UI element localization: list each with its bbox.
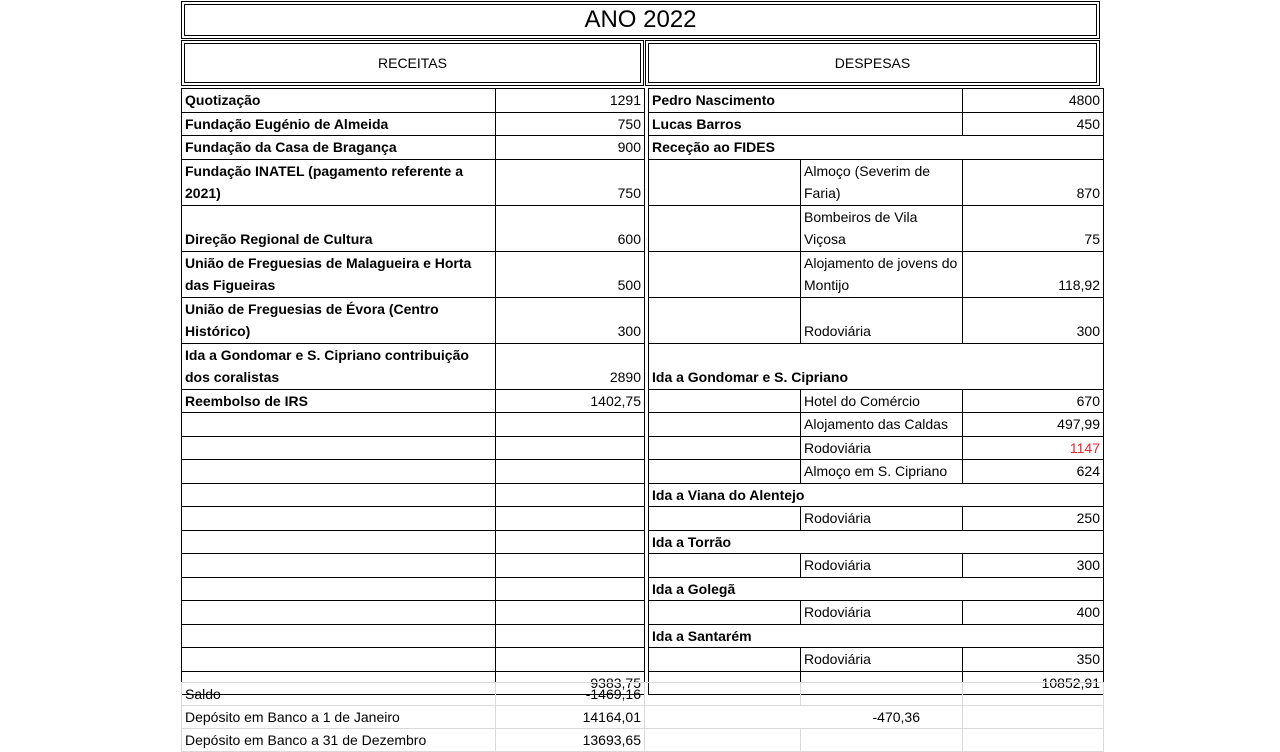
despesa-item-label: Rodoviária [801, 297, 963, 343]
table-row [182, 159, 1104, 205]
despesa-label: Pedro Nascimento [649, 89, 963, 113]
despesa-item-value: 118,92 [963, 251, 1104, 297]
summary-row [182, 706, 1104, 729]
table-row [182, 343, 1104, 389]
despesa-item-value: 350 [963, 648, 1104, 672]
despesa-item-value: 624 [963, 460, 1104, 484]
table-row [182, 112, 1104, 136]
despesa-item-label: Rodoviária [801, 507, 963, 531]
despesa-item-label: Almoço (Severim de Faria) [801, 159, 963, 205]
despesa-item-value: 250 [963, 507, 1104, 531]
deposito-jan-value: 14164,01 [496, 706, 645, 729]
title-box [181, 1, 1100, 39]
table-row [182, 577, 1104, 601]
table-row [182, 136, 1104, 160]
despesa-item-label: Alojamento de jovens do Montijo [801, 251, 963, 297]
deposito-dez-label: Depósito em Banco a 31 de Dezembro [182, 729, 496, 752]
receita-label: Fundação da Casa de Bragança [182, 136, 496, 160]
summary-row [182, 683, 1104, 706]
receita-label: Fundação Eugénio de Almeida [182, 112, 496, 136]
despesa-item-label: Rodoviária [801, 648, 963, 672]
receita-value: 1291 [496, 89, 645, 113]
receita-value: 300 [496, 297, 645, 343]
page-title: ANO 2022 [584, 6, 697, 33]
despesa-item-value: 75 [963, 205, 1104, 251]
table-row [182, 89, 1104, 113]
despesa-item-label: Rodoviária [801, 554, 963, 578]
table-row [182, 530, 1104, 554]
summary-table [181, 682, 1104, 752]
saldo-value: -1469,16 [496, 683, 645, 706]
table-row [182, 648, 1104, 672]
receita-value: 900 [496, 136, 645, 160]
table-row [182, 436, 1104, 460]
receita-label: Fundação INATEL (pagamento referente a 2021) [182, 159, 496, 205]
despesa-group-label: Ida a Gondomar e S. Cipriano [649, 343, 1104, 389]
ledger-table [181, 88, 1104, 695]
receita-value: 750 [496, 159, 645, 205]
table-row [182, 601, 1104, 625]
table-row [182, 297, 1104, 343]
receita-label: União de Freguesias de Malagueira e Horta das Figueiras [182, 251, 496, 297]
despesa-group-label: Ida a Torrão [649, 530, 1104, 554]
table-row [182, 460, 1104, 484]
despesa-item-value: 300 [963, 554, 1104, 578]
table-row [182, 483, 1104, 507]
table-row [182, 554, 1104, 578]
despesa-item-label: Hotel do Comércio [801, 389, 963, 413]
table-row [182, 624, 1104, 648]
receita-label: Ida a Gondomar e S. Cipriano contribuição dos coralistas [182, 343, 496, 389]
deposito-dez-value: 13693,65 [496, 729, 645, 752]
table-row [182, 413, 1104, 437]
despesa-item-value: 497,99 [963, 413, 1104, 437]
despesas-total: 10852,91 [963, 671, 1104, 695]
despesa-group-label: Receção ao FIDES [649, 136, 1104, 160]
despesa-item-label: Almoço em S. Cipriano [801, 460, 963, 484]
receita-value: 500 [496, 251, 645, 297]
table-row [182, 389, 1104, 413]
table-row [182, 251, 1104, 297]
despesa-item-value: 300 [963, 297, 1104, 343]
despesa-item-label: Bombeiros de Vila Viçosa [801, 205, 963, 251]
receita-label: Quotização [182, 89, 496, 113]
despesa-item-value: 670 [963, 389, 1104, 413]
deposito-jan-extra: -470,36 [645, 706, 963, 729]
receitas-header [181, 40, 644, 86]
table-row [182, 205, 1104, 251]
despesas-header-label: DESPESAS [834, 55, 911, 71]
despesa-group-label: Ida a Golegã [649, 577, 1104, 601]
despesa-value: 4800 [963, 89, 1104, 113]
receita-label: Direção Regional de Cultura [182, 205, 496, 251]
despesa-item-label: Rodoviária [801, 436, 963, 460]
receita-value: 750 [496, 112, 645, 136]
receitas-total: 9383,75 [496, 671, 645, 695]
despesa-item-label: Alojamento das Caldas [801, 413, 963, 437]
despesa-item-label: Rodoviária [801, 601, 963, 625]
despesas-header [645, 40, 1100, 86]
receita-value: 2890 [496, 343, 645, 389]
despesa-item-value-highlight: 1147 [963, 436, 1104, 460]
receitas-header-label: RECEITAS [378, 55, 447, 71]
despesa-group-label: Ida a Viana do Alentejo [649, 483, 1104, 507]
despesa-item-value: 400 [963, 601, 1104, 625]
receita-value: 600 [496, 205, 645, 251]
despesa-group-label: Ida a Santarém [649, 624, 1104, 648]
despesa-value: 450 [963, 112, 1104, 136]
despesa-item-value: 870 [963, 159, 1104, 205]
receita-value: 1402,75 [496, 389, 645, 413]
despesa-label: Lucas Barros [649, 112, 963, 136]
saldo-label: Saldo [182, 683, 496, 706]
receita-label: União de Freguesias de Évora (Centro Histórico) [182, 297, 496, 343]
receita-label: Reembolso de IRS [182, 389, 496, 413]
summary-row [182, 729, 1104, 752]
deposito-jan-label: Depósito em Banco a 1 de Janeiro [182, 706, 496, 729]
table-row [182, 507, 1104, 531]
